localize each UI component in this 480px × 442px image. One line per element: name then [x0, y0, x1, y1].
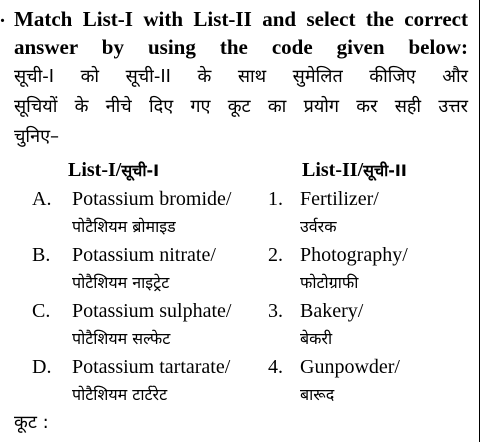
list2-item-hi: फोटोग्राफी — [300, 273, 359, 292]
match-row — [0, 186, 480, 242]
list1-item-hi: पोटैशियम ब्रोमाइड — [72, 217, 176, 236]
list2-number: 1. — [268, 188, 283, 210]
list2-item-en: Photography/ — [300, 244, 408, 266]
list2-number: 2. — [268, 244, 283, 266]
list1-item — [72, 298, 231, 352]
list2-item — [300, 298, 363, 352]
list2-number: 4. — [268, 356, 283, 378]
code-label: कूट : — [14, 412, 49, 433]
list2-item-hi: उर्वरक — [300, 217, 337, 236]
match-row — [0, 354, 480, 410]
list2-item — [300, 242, 408, 296]
list1-item-en: Potassium bromide/ — [72, 188, 232, 210]
list1-item-hi: पोटैशियम सल्फेट — [72, 329, 171, 348]
list1-header — [68, 158, 159, 183]
list2-header-en: List-II/ — [302, 159, 364, 181]
question-line-en-2: answer by using the code given below: — [14, 35, 468, 59]
list1-letter: D. — [32, 356, 52, 378]
match-row — [0, 298, 480, 354]
list1-item-en: Potassium tartarate/ — [72, 356, 231, 378]
list2-item-en: Gunpowder/ — [300, 356, 400, 378]
question-number-fragment: . — [0, 5, 5, 27]
match-row — [0, 242, 480, 298]
list2-item-hi: बेकरी — [300, 329, 333, 348]
list2-item — [300, 354, 400, 408]
list1-item — [72, 186, 231, 240]
question-line-hi-1: सूची-I को सूची-II के साथ सुमेलित कीजिए और — [14, 66, 468, 87]
list2-item — [300, 186, 379, 240]
list1-item-hi: पोटैशियम टार्टरेट — [72, 385, 168, 404]
list2-item-en: Fertilizer/ — [300, 188, 379, 210]
list1-item-en: Potassium sulphate/ — [72, 300, 232, 322]
question-line-hi-3: चुनिए– — [14, 126, 60, 147]
list1-letter: C. — [32, 300, 51, 322]
list2-number: 3. — [268, 300, 283, 322]
list1-item-hi: पोटैशियम नाइट्रेट — [72, 273, 170, 292]
question-line-hi-2: सूचियों के नीचे दिए गए कूट का प्रयोग कर सही उत्तर — [14, 96, 468, 117]
list2-item-hi: बारूद — [300, 385, 335, 404]
list1-item — [72, 242, 216, 296]
list2-header-hi: सूची-II — [363, 161, 407, 180]
list1-letter: B. — [32, 244, 51, 266]
list1-letter: A. — [32, 188, 52, 210]
list2-header — [302, 158, 407, 183]
list2-item-en: Bakery/ — [300, 300, 364, 322]
list1-item — [72, 354, 230, 408]
list1-header-hi: सूची-I — [121, 161, 160, 180]
list1-item-en: Potassium nitrate/ — [72, 244, 216, 266]
list1-header-en: List-I/ — [68, 159, 122, 181]
question-line-en-1: Match List-I with List-II and select the correct — [14, 7, 468, 31]
